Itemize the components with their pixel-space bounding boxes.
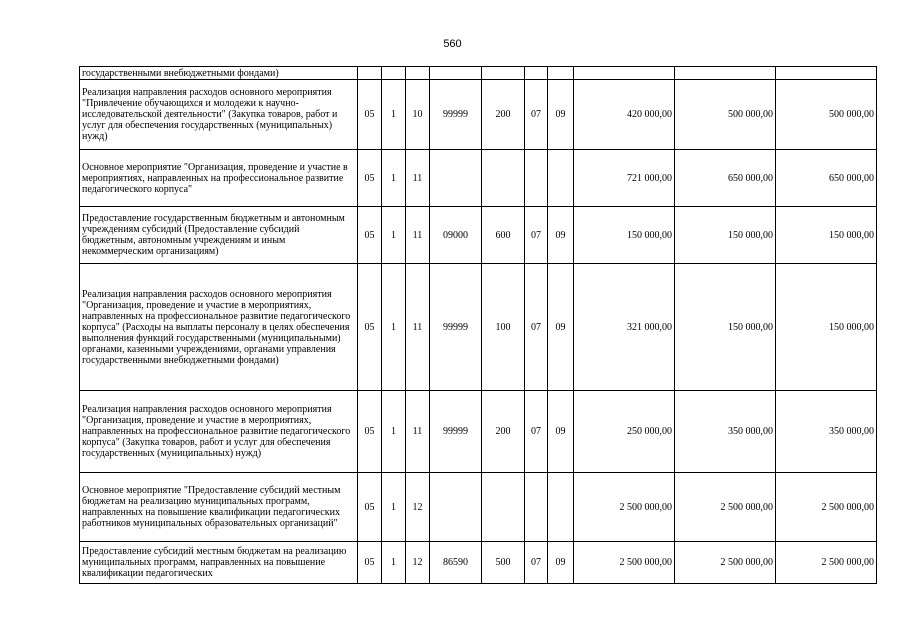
amount-year-1: 420 000,00: [574, 80, 675, 150]
amount-year-3: 500 000,00: [776, 80, 877, 150]
code-section: 07: [525, 207, 548, 264]
amount-year-3: 350 000,00: [776, 391, 877, 473]
row-description: Реализация направления расходов основного мероприятия "Организация, проведение и участие в мероприятиях, направленных на профессиональное развитие педагогического корпуса" (Расходы на выплаты персоналу в целях обеспечения выполнения функций государственными (муниципальными) органами, казенными учреждениями, органами управления государственными внебюджетными фондами): [80, 264, 358, 391]
code-section: 07: [525, 264, 548, 391]
code-direction: [430, 150, 482, 207]
table-row: [80, 542, 877, 584]
amount-year-2: 350 000,00: [675, 391, 776, 473]
amount-year-2: 500 000,00: [675, 80, 776, 150]
row-description: Реализация направления расходов основного мероприятия "Привлечение обучающихся и молодежи к научно-исследовательской деятельности" (Закупка товаров, работ и услуг для обеспечения государственных (муниципальных) нужд): [80, 80, 358, 150]
code-expense-type: 200: [482, 80, 525, 150]
code-section: 07: [525, 391, 548, 473]
code-gp: 05: [358, 264, 382, 391]
code-subprogram: 1: [382, 391, 406, 473]
code-expense-type: 600: [482, 207, 525, 264]
row-description: Предоставление субсидий местным бюджетам на реализацию муниципальных программ, направленных на повышение квалификации педагогических: [80, 542, 358, 584]
code-direction: [430, 473, 482, 542]
code-direction: 99999: [430, 80, 482, 150]
code-event: [406, 67, 430, 80]
code-subsection: 09: [548, 207, 574, 264]
amount-year-1: 321 000,00: [574, 264, 675, 391]
code-subprogram: 1: [382, 80, 406, 150]
code-section: 07: [525, 80, 548, 150]
code-subprogram: 1: [382, 150, 406, 207]
amount-year-1: 2 500 000,00: [574, 473, 675, 542]
code-direction: 09000: [430, 207, 482, 264]
amount-year-2: 150 000,00: [675, 207, 776, 264]
amount-year-1: [574, 67, 675, 80]
code-gp: 05: [358, 80, 382, 150]
table-body: [80, 67, 877, 584]
table-row: [80, 150, 877, 207]
code-event: 11: [406, 264, 430, 391]
row-description: государственными внебюджетными фондами): [80, 67, 358, 80]
code-event: 11: [406, 207, 430, 264]
code-expense-type: [482, 67, 525, 80]
code-gp: 05: [358, 542, 382, 584]
amount-year-2: [675, 67, 776, 80]
code-section: 07: [525, 542, 548, 584]
amount-year-1: 721 000,00: [574, 150, 675, 207]
code-direction: [430, 67, 482, 80]
amount-year-3: [776, 67, 877, 80]
page-number: 560: [443, 38, 462, 50]
code-subprogram: 1: [382, 542, 406, 584]
amount-year-3: 2 500 000,00: [776, 473, 877, 542]
code-expense-type: 200: [482, 391, 525, 473]
amount-year-3: 150 000,00: [776, 207, 877, 264]
code-gp: [358, 67, 382, 80]
amount-year-2: 2 500 000,00: [675, 542, 776, 584]
code-expense-type: 100: [482, 264, 525, 391]
amount-year-3: 2 500 000,00: [776, 542, 877, 584]
code-subsection: 09: [548, 391, 574, 473]
code-subprogram: [382, 67, 406, 80]
code-subprogram: 1: [382, 473, 406, 542]
code-gp: 05: [358, 207, 382, 264]
amount-year-1: 250 000,00: [574, 391, 675, 473]
code-expense-type: [482, 473, 525, 542]
table-row: [80, 264, 877, 391]
amount-year-2: 2 500 000,00: [675, 473, 776, 542]
amount-year-3: 150 000,00: [776, 264, 877, 391]
code-subsection: 09: [548, 80, 574, 150]
code-gp: 05: [358, 150, 382, 207]
row-description: Основное мероприятие "Предоставление субсидий местным бюджетам на реализацию муниципальных программ, направленных на повышение квалификации педагогических работников муниципальных образовательных организаций": [80, 473, 358, 542]
code-subsection: 09: [548, 542, 574, 584]
code-gp: 05: [358, 473, 382, 542]
code-section: [525, 150, 548, 207]
row-description: Реализация направления расходов основного мероприятия "Организация, проведение и участие в мероприятиях, направленных на профессиональное развитие педагогического корпуса" (Закупка товаров, работ и услуг для обеспечения государственных (муниципальных) нужд): [80, 391, 358, 473]
code-subsection: [548, 67, 574, 80]
code-subsection: [548, 473, 574, 542]
code-event: 11: [406, 150, 430, 207]
table-row: [80, 207, 877, 264]
table-row: [80, 67, 877, 80]
row-description: Предоставление государственным бюджетным и автономным учреждениям субсидий (Предоставление субсидий бюджетным, автономным учреждениям и иным некоммерческим организациям): [80, 207, 358, 264]
amount-year-1: 2 500 000,00: [574, 542, 675, 584]
code-event: 12: [406, 542, 430, 584]
table-row: [80, 473, 877, 542]
code-subprogram: 1: [382, 264, 406, 391]
code-event: 11: [406, 391, 430, 473]
code-subsection: 09: [548, 264, 574, 391]
code-direction: 99999: [430, 264, 482, 391]
budget-table: [79, 66, 877, 584]
amount-year-3: 650 000,00: [776, 150, 877, 207]
code-event: 10: [406, 80, 430, 150]
amount-year-1: 150 000,00: [574, 207, 675, 264]
code-direction: 86590: [430, 542, 482, 584]
amount-year-2: 150 000,00: [675, 264, 776, 391]
row-description: Основное мероприятие "Организация, проведение и участие в мероприятиях, направленных на профессиональное развитие педагогического корпуса": [80, 150, 358, 207]
code-event: 12: [406, 473, 430, 542]
amount-year-2: 650 000,00: [675, 150, 776, 207]
table-row: [80, 391, 877, 473]
code-expense-type: 500: [482, 542, 525, 584]
code-direction: 99999: [430, 391, 482, 473]
code-gp: 05: [358, 391, 382, 473]
code-subsection: [548, 150, 574, 207]
code-subprogram: 1: [382, 207, 406, 264]
table-row: [80, 80, 877, 150]
code-section: [525, 67, 548, 80]
code-section: [525, 473, 548, 542]
code-expense-type: [482, 150, 525, 207]
